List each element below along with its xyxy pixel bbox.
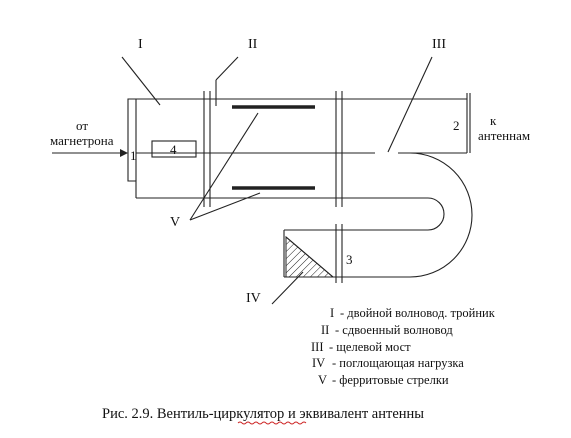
box-4-label: 4: [170, 142, 177, 157]
absorbing-load: [284, 224, 350, 283]
legend-numeral-1: I: [330, 306, 335, 320]
label-port-3: 3: [346, 252, 353, 267]
caption-underline: [238, 422, 306, 424]
label-to-line2: антеннам: [478, 128, 531, 143]
input-arrow: [52, 149, 128, 157]
legend-numeral-2: II: [321, 323, 330, 337]
label-roman-i: I: [138, 37, 143, 52]
legend-text-2: - сдвоенный волновод: [335, 323, 453, 337]
label-from-line2: магнетрона: [50, 133, 114, 148]
legend-text-5: - ферритовые стрелки: [332, 373, 449, 387]
ferrite-arrows: [232, 107, 315, 188]
legend-text-3: - щелевой мост: [329, 340, 411, 354]
legend-text-4: - поглощающая нагрузка: [332, 356, 464, 370]
label-roman-iii: III: [432, 37, 446, 52]
label-port-2: 2: [453, 118, 460, 133]
legend-numeral-5: V: [318, 373, 328, 387]
caption-prefix: Рис. 2.9. Вентиль-: [102, 406, 214, 422]
label-from-line1: от: [76, 118, 89, 133]
label-port-1: 1: [130, 148, 137, 163]
legend: [311, 306, 496, 387]
legend-numeral-4: IV: [312, 356, 326, 370]
label-to-line1: к: [490, 113, 497, 128]
label-roman-ii: II: [248, 37, 258, 52]
legend-text-1: - двойной волновод. тройник: [340, 306, 495, 320]
caption: [102, 406, 424, 422]
u-bend: [350, 153, 472, 277]
label-roman-v: V: [170, 215, 181, 230]
leader-lines: [122, 57, 432, 304]
legend-numeral-3: III: [311, 340, 324, 354]
caption-underlined: циркулятор: [213, 406, 285, 422]
label-roman-iv: IV: [246, 291, 261, 306]
caption-suffix: и эквивалент антенны: [284, 406, 425, 422]
